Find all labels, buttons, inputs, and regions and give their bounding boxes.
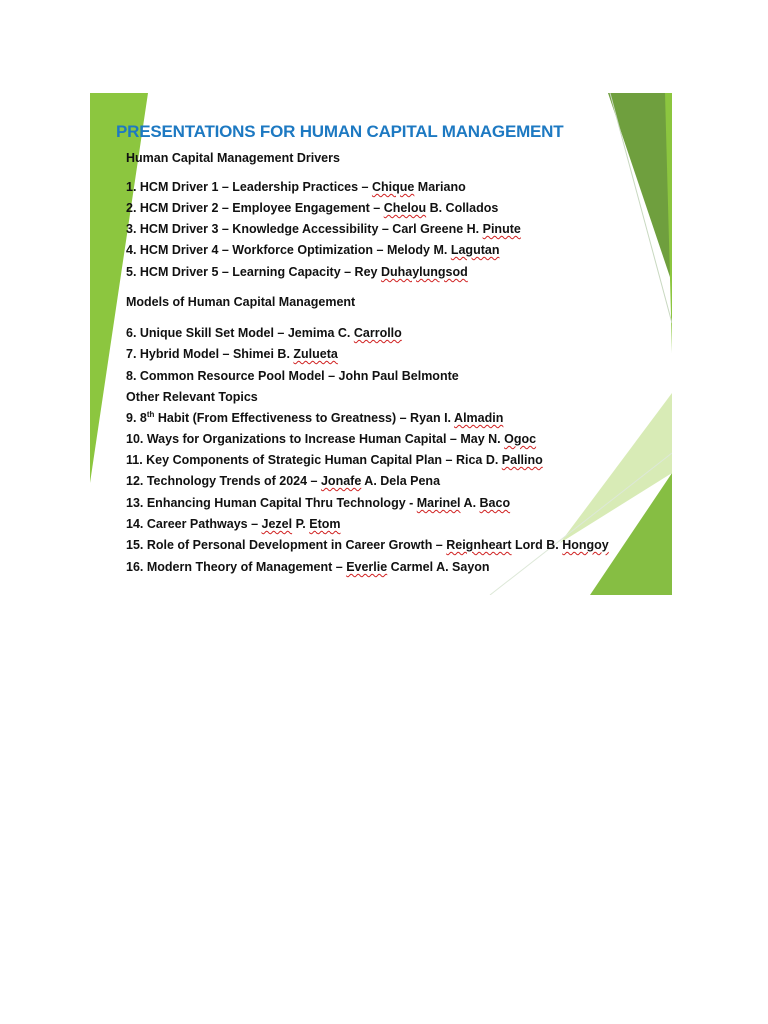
page-title: PRESENTATIONS FOR HUMAN CAPITAL MANAGEMENT: [116, 122, 564, 141]
list-item: 11. Key Components of Strategic Human Capital Plan – Rica D. Pallino: [126, 453, 543, 467]
section-heading-other: Other Relevant Topics: [126, 390, 258, 404]
list-item: 8. Common Resource Pool Model – John Paul Belmonte: [126, 369, 459, 383]
list-item: 13. Enhancing Human Capital Thru Technology - Marinel A. Baco: [126, 496, 511, 510]
list-item: 6. Unique Skill Set Model – Jemima C. Carrollo: [126, 326, 402, 340]
section-heading-drivers: Human Capital Management Drivers: [126, 151, 340, 165]
slide: [90, 93, 672, 595]
list-item: 16. Modern Theory of Management – Everlie Carmel A. Sayon: [126, 560, 490, 574]
list-item: 5. HCM Driver 5 – Learning Capacity – Rey Duhaylungsod: [126, 265, 468, 279]
list-item: 12. Technology Trends of 2024 – Jonafe A. Dela Pena: [126, 474, 441, 488]
list-item: 1. HCM Driver 1 – Leadership Practices – Chique Mariano: [126, 180, 466, 194]
list-item: 9. 8th Habit (From Effectiveness to Greatness) – Ryan I. Almadin: [126, 409, 504, 425]
list-item: 4. HCM Driver 4 – Workforce Optimization – Melody M. Lagutan: [126, 243, 500, 257]
list-item: 15. Role of Personal Development in Career Growth – Reignheart Lord B. Hongoy: [126, 538, 609, 552]
list-item: 10. Ways for Organizations to Increase Human Capital – May N. Ogoc: [126, 432, 537, 446]
section-heading-models: Models of Human Capital Management: [126, 295, 356, 309]
list-item: 14. Career Pathways – Jezel P. Etom: [126, 517, 341, 531]
list-item: 7. Hybrid Model – Shimei B. Zulueta: [126, 347, 338, 361]
list-item: 3. HCM Driver 3 – Knowledge Accessibility – Carl Greene H. Pinute: [126, 222, 521, 236]
list-item: 2. HCM Driver 2 – Employee Engagement – Chelou B. Collados: [126, 201, 499, 215]
